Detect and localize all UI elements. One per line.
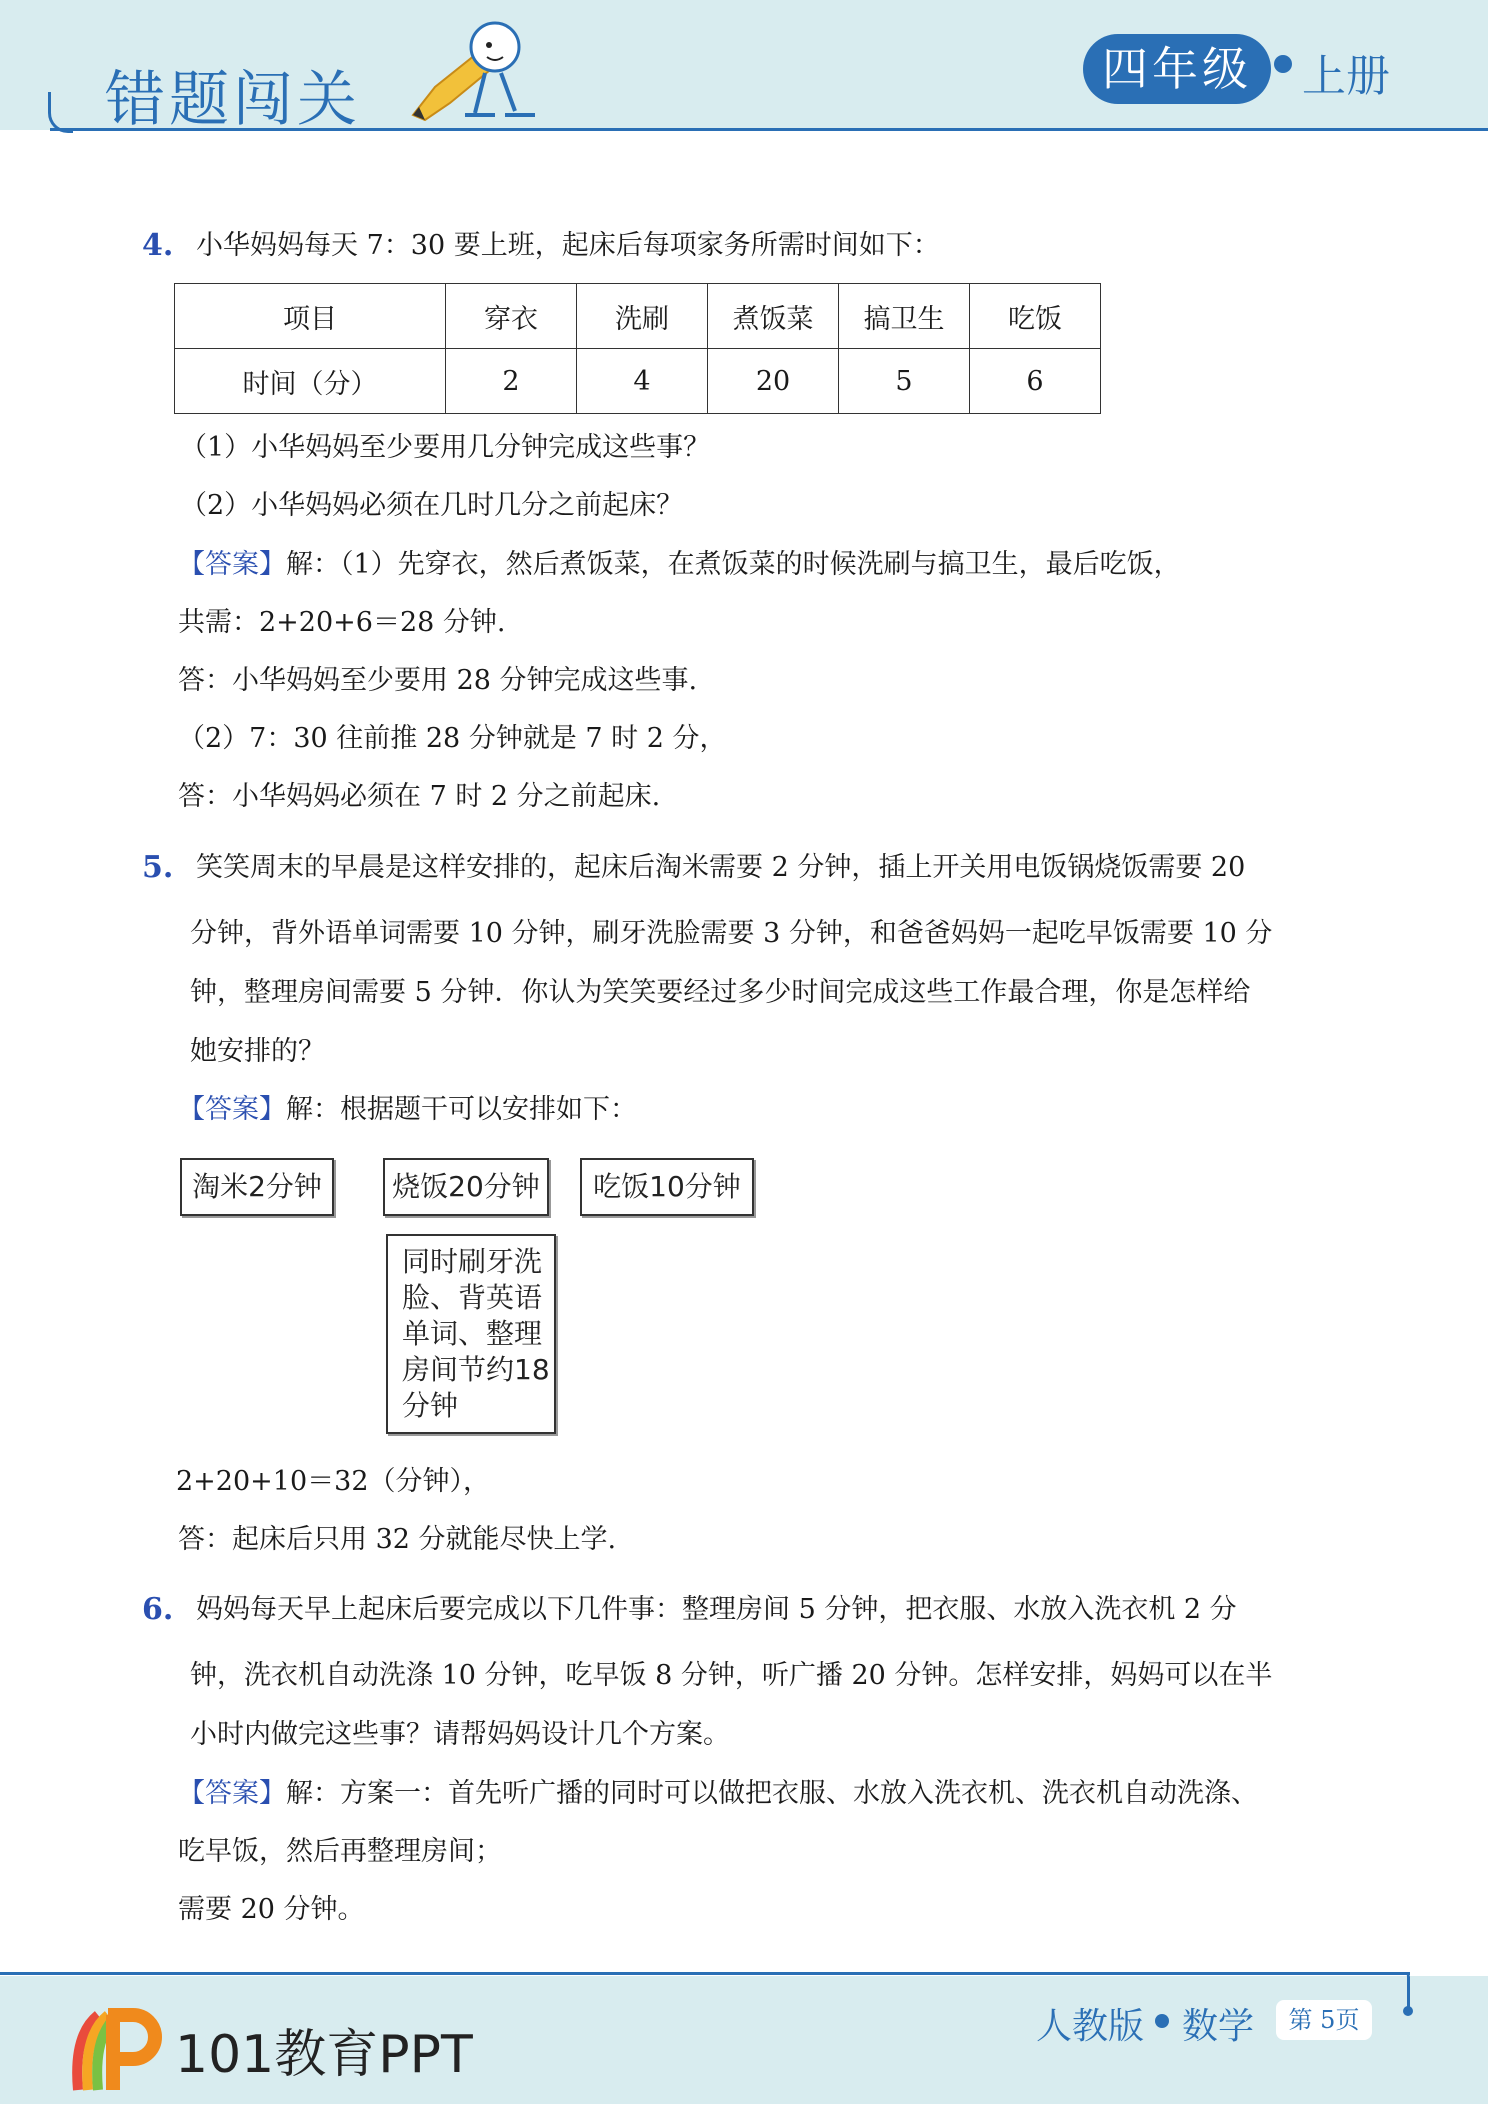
grade-dot bbox=[1274, 55, 1292, 73]
question-4-answer-line3: 答：小华妈妈至少要用 28 分钟完成这些事. bbox=[178, 665, 698, 696]
table-cell: 6 bbox=[970, 349, 1101, 414]
question-4-stem: 小华妈妈每天 7：30 要上班，起床后每项家务所需时间如下： bbox=[196, 230, 940, 261]
question-6-answer bbox=[178, 1774, 1258, 1814]
question-5-number: 5. bbox=[142, 850, 174, 885]
footer-separator-dot bbox=[1155, 2014, 1169, 2028]
table-header-row bbox=[175, 284, 1101, 349]
pencil-mascot-icon bbox=[405, 15, 545, 125]
question-4-sub1: （1）小华妈妈至少要用几分钟完成这些事？ bbox=[180, 432, 711, 463]
parallel-line: 同时刷牙洗 bbox=[402, 1245, 543, 1278]
question-5-calculation: 2+20+10＝32（分钟）， bbox=[176, 1466, 490, 1497]
schedule-box-rice: 淘米2分钟 bbox=[180, 1158, 334, 1216]
brand-name: 101教育PPT bbox=[175, 2025, 473, 2085]
schedule-box-eating: 吃饭10分钟 bbox=[580, 1158, 754, 1216]
table-cell: 煮饭菜 bbox=[708, 284, 839, 349]
table-cell: 4 bbox=[577, 349, 708, 414]
footer-dot bbox=[1403, 2006, 1413, 2016]
answer-tag: 【答案】 bbox=[178, 549, 286, 580]
parallel-line: 分钟 bbox=[402, 1389, 459, 1422]
answer-text: 解：根据题干可以安排如下： bbox=[286, 1094, 637, 1125]
series-logo-text: 错题闯关 bbox=[105, 65, 361, 135]
table-cell: 时间（分） bbox=[175, 349, 446, 414]
edition-label: 人教版 bbox=[1036, 2006, 1145, 2047]
table-cell: 搞卫生 bbox=[839, 284, 970, 349]
question-4-sub2: （2）小华妈妈必须在几时几分之前起床？ bbox=[180, 490, 684, 521]
question-5-answer bbox=[178, 1090, 637, 1130]
question-4-answer-line4: （2）7：30 往前推 28 分钟就是 7 时 2 分， bbox=[178, 723, 727, 754]
parallel-line: 单词、整理 bbox=[402, 1317, 543, 1350]
question-5-stem-line1: 笑笑周末的早晨是这样安排的，起床后淘米需要 2 分钟，插上开关用电饭锅烧饭需要 20 bbox=[196, 852, 1246, 883]
question-6-stem-line3: 小时内做完这些事？请帮妈妈设计几个方案。 bbox=[190, 1719, 730, 1750]
table-cell: 穿衣 bbox=[446, 284, 577, 349]
schedule-box-cooking: 烧饭20分钟 bbox=[383, 1158, 549, 1216]
parallel-line: 脸、背英语 bbox=[402, 1281, 543, 1314]
brand-p-logo-icon bbox=[68, 1995, 168, 2095]
schedule-box-parallel bbox=[386, 1234, 556, 1434]
table-cell: 20 bbox=[708, 349, 839, 414]
question-6-stem-line1: 妈妈每天早上起床后要完成以下几件事：整理房间 5 分钟，把衣服、水放入洗衣机 2 分 bbox=[196, 1594, 1237, 1625]
table-cell: 项目 bbox=[175, 284, 446, 349]
question-4-answer-line2: 共需：2+20+6＝28 分钟. bbox=[178, 607, 506, 638]
parallel-line: 房间节约18 bbox=[402, 1353, 550, 1386]
question-4-number: 4. bbox=[142, 228, 174, 263]
answer-tag: 【答案】 bbox=[178, 1094, 286, 1125]
table-cell: 吃饭 bbox=[970, 284, 1101, 349]
subject-label: 数学 bbox=[1182, 2006, 1255, 2047]
answer-text: 解：（1）先穿衣，然后煮饭菜，在煮饭菜的时候洗刷与搞卫生，最后吃饭， bbox=[286, 549, 1181, 580]
answer-tag: 【答案】 bbox=[178, 1778, 286, 1809]
question-6-number: 6. bbox=[142, 1592, 174, 1627]
question-6-answer-line3: 需要 20 分钟。 bbox=[178, 1894, 365, 1925]
question-4-answer-line5: 答：小华妈妈必须在 7 时 2 分之前起床. bbox=[178, 781, 661, 812]
footer-rule bbox=[0, 1972, 1410, 1975]
question-5-stem-line4: 她安排的？ bbox=[190, 1036, 325, 1067]
question-5-conclusion: 答：起床后只用 32 分就能尽快上学. bbox=[178, 1524, 617, 1555]
table-cell: 5 bbox=[839, 349, 970, 414]
page-number: 第 5页 bbox=[1276, 2000, 1372, 2040]
answer-text: 解：方案一：首先听广播的同时可以做把衣服、水放入洗衣机、洗衣机自动洗涤、 bbox=[286, 1778, 1258, 1809]
question-4-answer bbox=[178, 545, 1181, 585]
chores-time-table bbox=[174, 283, 1101, 414]
volume-label: 上册 bbox=[1302, 51, 1390, 102]
question-6-answer-line2: 吃早饭，然后再整理房间； bbox=[178, 1836, 502, 1867]
table-row bbox=[175, 349, 1101, 414]
question-5-stem-line2: 分钟，背外语单词需要 10 分钟，刷牙洗脸需要 3 分钟，和爸爸妈妈一起吃早饭需要 10 分 bbox=[190, 918, 1273, 949]
question-6-stem-line2: 钟，洗衣机自动洗涤 10 分钟，吃早饭 8 分钟，听广播 20 分钟。怎样安排，妈妈可以在半 bbox=[190, 1660, 1273, 1691]
grade-badge: 四年级 bbox=[1083, 34, 1271, 104]
table-cell: 2 bbox=[446, 349, 577, 414]
table-cell: 洗刷 bbox=[577, 284, 708, 349]
question-5-stem-line3: 钟，整理房间需要 5 分钟．你认为笑笑要经过多少时间完成这些工作最合理，你是怎样给 bbox=[190, 977, 1251, 1008]
